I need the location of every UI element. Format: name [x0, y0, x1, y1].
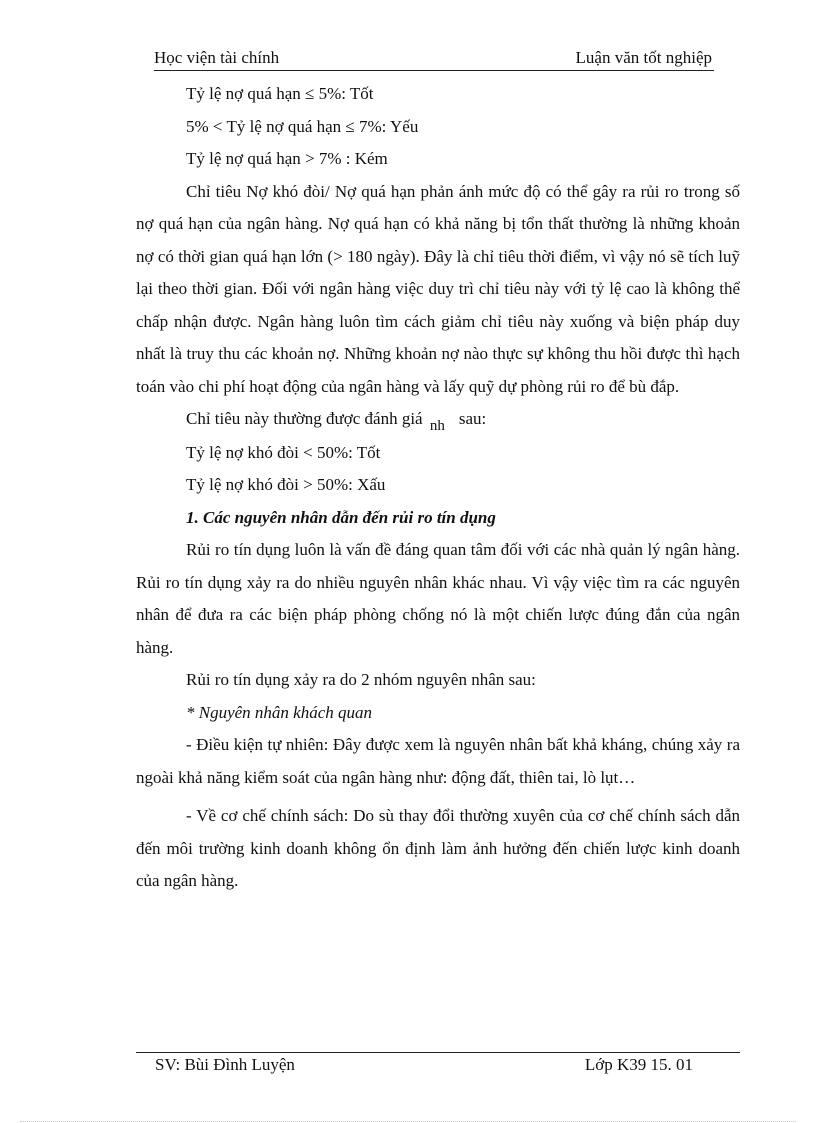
bad-debt-paragraph: Chỉ tiêu Nợ khó đòi/ Nợ quá hạn phản ánh mức độ có thể gây ra rủi ro trong số nợ quá hạn của ngân hàng. Nợ quá hạn có khả năng bị tổn thất thường là những khoản nợ có thời gian quá hạn lớn (> 180 ngày). Đây là chỉ tiêu thời điểm, vì vậy nó sẽ tích luỹ lại theo thời gian. Đối với ngân hàng việc duy trì chỉ tiêu này với tỷ lệ cao là không thể chấp nhận được. Ngân hàng luôn tìm cách giảm chỉ tiêu này xuống và biện pháp duy nhất là truy thu các khoản nợ. Những khoản nợ nào thực sự không thu hồi được thì hạch toán vào chi phí hoạt động của ngân hàng và lấy quỹ dự phòng rủi ro để bù đắp. [136, 181, 740, 396]
ratio-good: Tỷ lệ nợ quá hạn ≤ 5%: Tốt [186, 84, 374, 103]
policy-mechanism-paragraph: - Về cơ chế chính sách: Do sù thay đổi thường xuyên của cơ chế chính sách dẫn đến môi trường kinh doanh không ổn định làm ảnh hưởng đến chiến lược kinh doanh của ngân hàng. [136, 806, 740, 890]
footer-divider [136, 1052, 740, 1053]
section-heading: 1. Các nguyên nhân dẫn đến rủi ro tín dụng [186, 507, 496, 527]
footer-student: SV: Bùi Đình Luyện [155, 1055, 295, 1074]
natural-conditions-paragraph: - Điều kiện tự nhiên: Đây được xem là nguyên nhân bất khả kháng, chúng xảy ra ngoài khả năng kiểm soát của ngân hàng như: động đất, thiên tai, lò lụt… [136, 735, 740, 787]
footer-class: Lớp K39 15. 01 [584, 1055, 693, 1074]
page-edge-divider [20, 1121, 796, 1122]
assessment-intro: Chỉ tiêu này thường được đánh giá nh sau: [186, 409, 487, 434]
bad-debt-good: Tỷ lệ nợ khó đòi < 50%: Tốt [186, 442, 381, 462]
objective-causes-heading: * Nguyên nhân khách quan [186, 702, 373, 722]
header-institution: Học viện tài chính [154, 48, 280, 67]
page-body [136, 78, 740, 898]
page-header [154, 48, 714, 71]
cause-groups-line: Rủi ro tín dụng xảy ra do 2 nhóm nguyên nhân sau: [186, 670, 536, 689]
ratio-weak: 5% < Tỷ lệ nợ quá hạn ≤ 7%: Yếu [186, 116, 419, 136]
bad-debt-bad: Tỷ lệ nợ khó đòi > 50%: Xấu [186, 475, 386, 494]
ratio-poor: Tỷ lệ nợ quá hạn > 7% : Kém [186, 149, 388, 168]
page-footer [155, 1055, 695, 1077]
credit-risk-paragraph: Rủi ro tín dụng luôn là vấn đề đáng quan tâm đối với các nhà quản lý ngân hàng. Rủi ro tín dụng xảy ra do nhiều nguyên nhân khác nhau. Vì vậy việc tìm ra các nguyên nhân để đưa ra các biện pháp phòng chống nó là một chiến lược đúng đắn của ngân hàng. [136, 540, 740, 657]
header-document-type: Luận văn tốt nghiệp [575, 48, 712, 67]
